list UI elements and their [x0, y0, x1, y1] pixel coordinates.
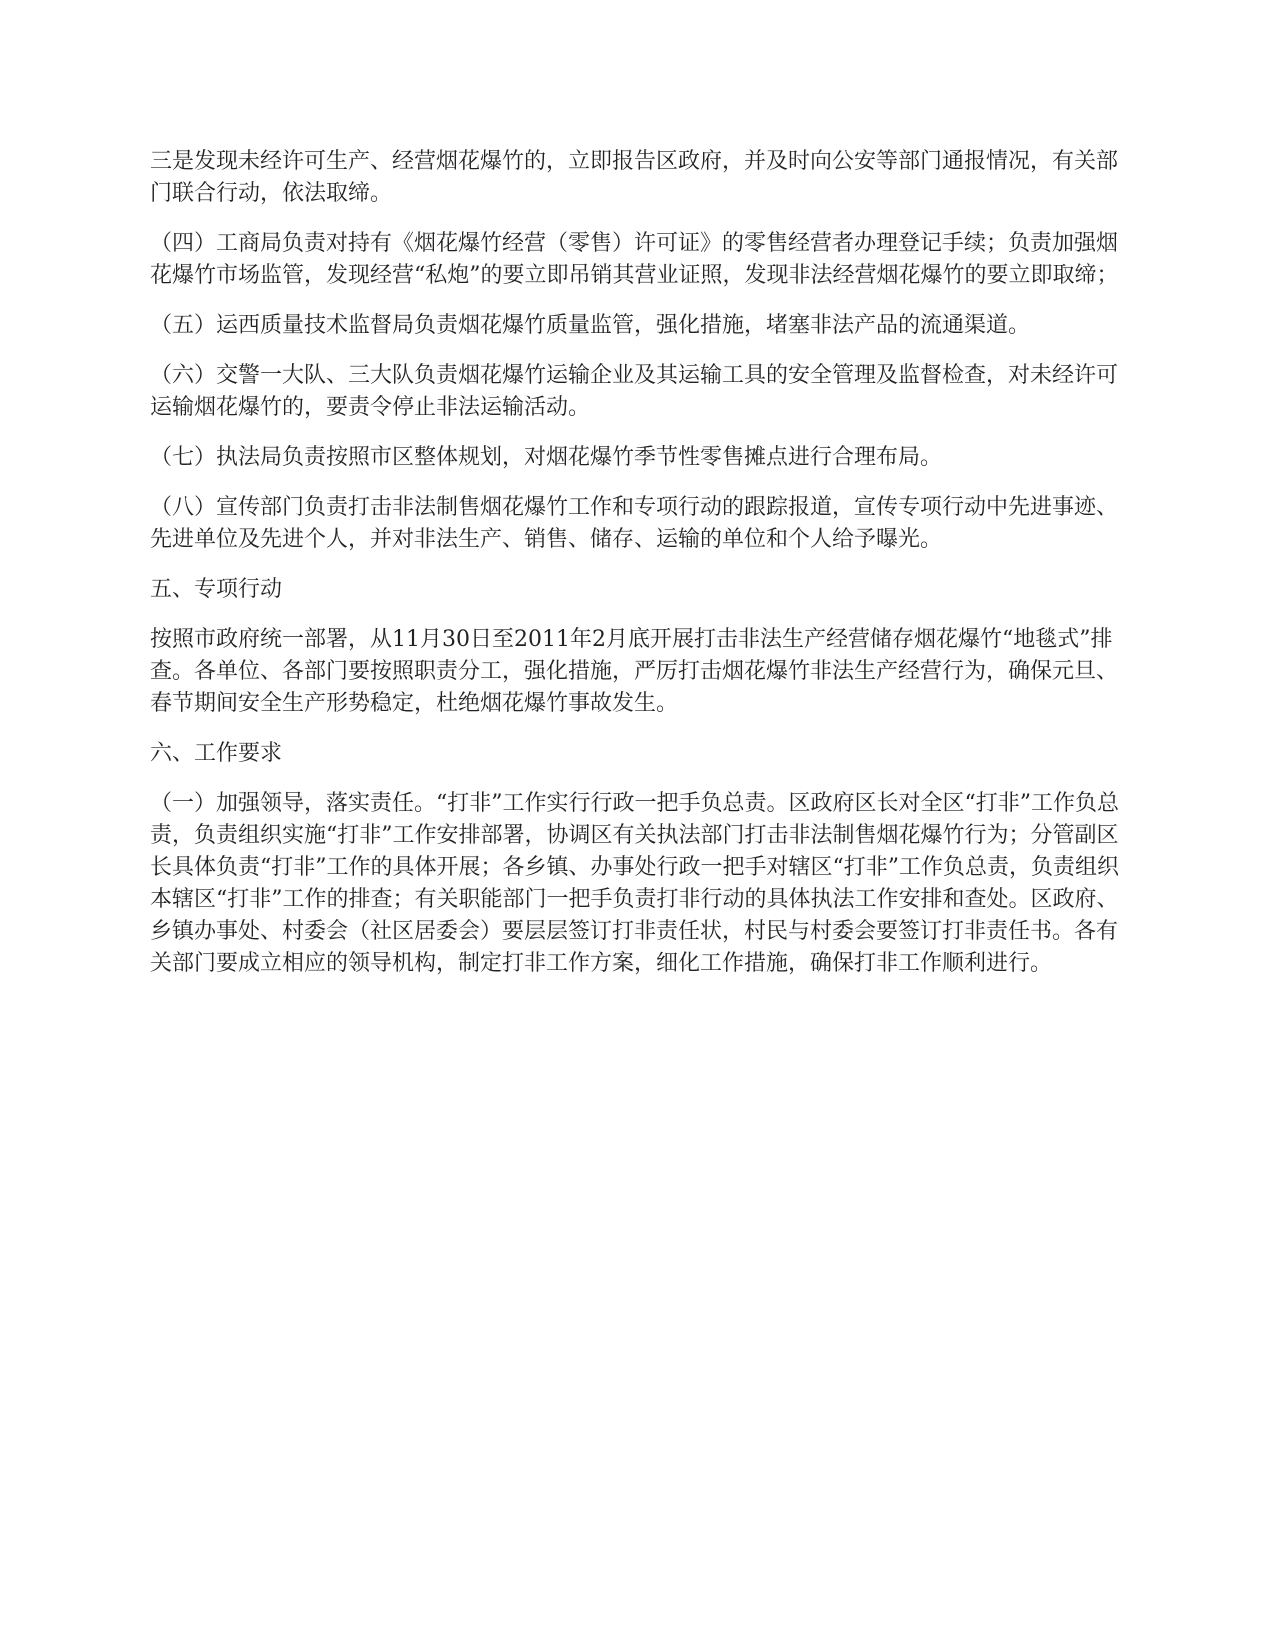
paragraph-publicity-department: （八）宣传部门负责打击非法制售烟花爆竹工作和专项行动的跟踪报道，宣传专项行动中先进事迹、先进单位及先进个人，并对非法生产、销售、储存、运输的单位和个人给予曝光。	[150, 495, 1119, 552]
section-heading-special-action: 五、专项行动	[150, 577, 283, 602]
paragraph-leadership-responsibility: （一）加强领导，落实责任。“打非”工作实行行政一把手负总责。区政府区长对全区“打非”工作负总责，负责组织实施“打非”工作安排部署，协调区有关执法部门打击非法制售烟花爆竹行为；分管副区长具体负责“打非”工作的具体开展；各乡镇、办事处行政一把手对辖区“打非”工作负总责，负责组织本辖区“打非”工作的排查；有关职能部门一把手负责打非行动的具体执法工作安排和查处。区政府、乡镇办事处、村委会（社区居委会）要层层签订打非责任状，村民与村委会要签订打非责任书。各有关部门要成立相应的领导机构，制定打非工作方案，细化工作措施，确保打非工作顺利进行。	[150, 791, 1119, 976]
paragraph-traffic-police: （六）交警一大队、三大队负责烟花爆竹运输企业及其运输工具的安全管理及监督检查，对未经许可运输烟花爆竹的，要责令停止非法运输活动。	[150, 363, 1119, 420]
paragraph-quality-supervision-bureau: （五）运西质量技术监督局负责烟花爆竹质量监管，强化措施，堵塞非法产品的流通渠道。	[150, 313, 1031, 338]
paragraph-special-action: 按照市政府统一部署，从11月30日至2011年2月底开展打击非法生产经营储存烟花爆竹“地毯式”排查。各单位、各部门要按照职责分工，强化措施，严厉打击烟花爆竹非法生产经营行为，确保元旦、春节期间安全生产形势稳定，杜绝烟花爆竹事故发生。	[150, 627, 1119, 716]
paragraph-law-enforcement-bureau: （七）执法局负责按照市区整体规划，对烟花爆竹季节性零售摊点进行合理布局。	[150, 445, 943, 470]
paragraph-item-three: 三是发现未经许可生产、经营烟花爆竹的，立即报告区政府，并及时向公安等部门通报情况，有关部门联合行动，依法取缔。	[150, 149, 1119, 206]
paragraph-industry-commerce-bureau: （四）工商局负责对持有《烟花爆竹经营（零售）许可证》的零售经营者办理登记手续；负责加强烟花爆竹市场监管，发现经营“私炮”的要立即吊销其营业证照，发现非法经营烟花爆竹的要立即取缔；	[150, 231, 1119, 288]
document-page	[150, 146, 1130, 998]
section-heading-work-requirements: 六、工作要求	[150, 741, 283, 766]
